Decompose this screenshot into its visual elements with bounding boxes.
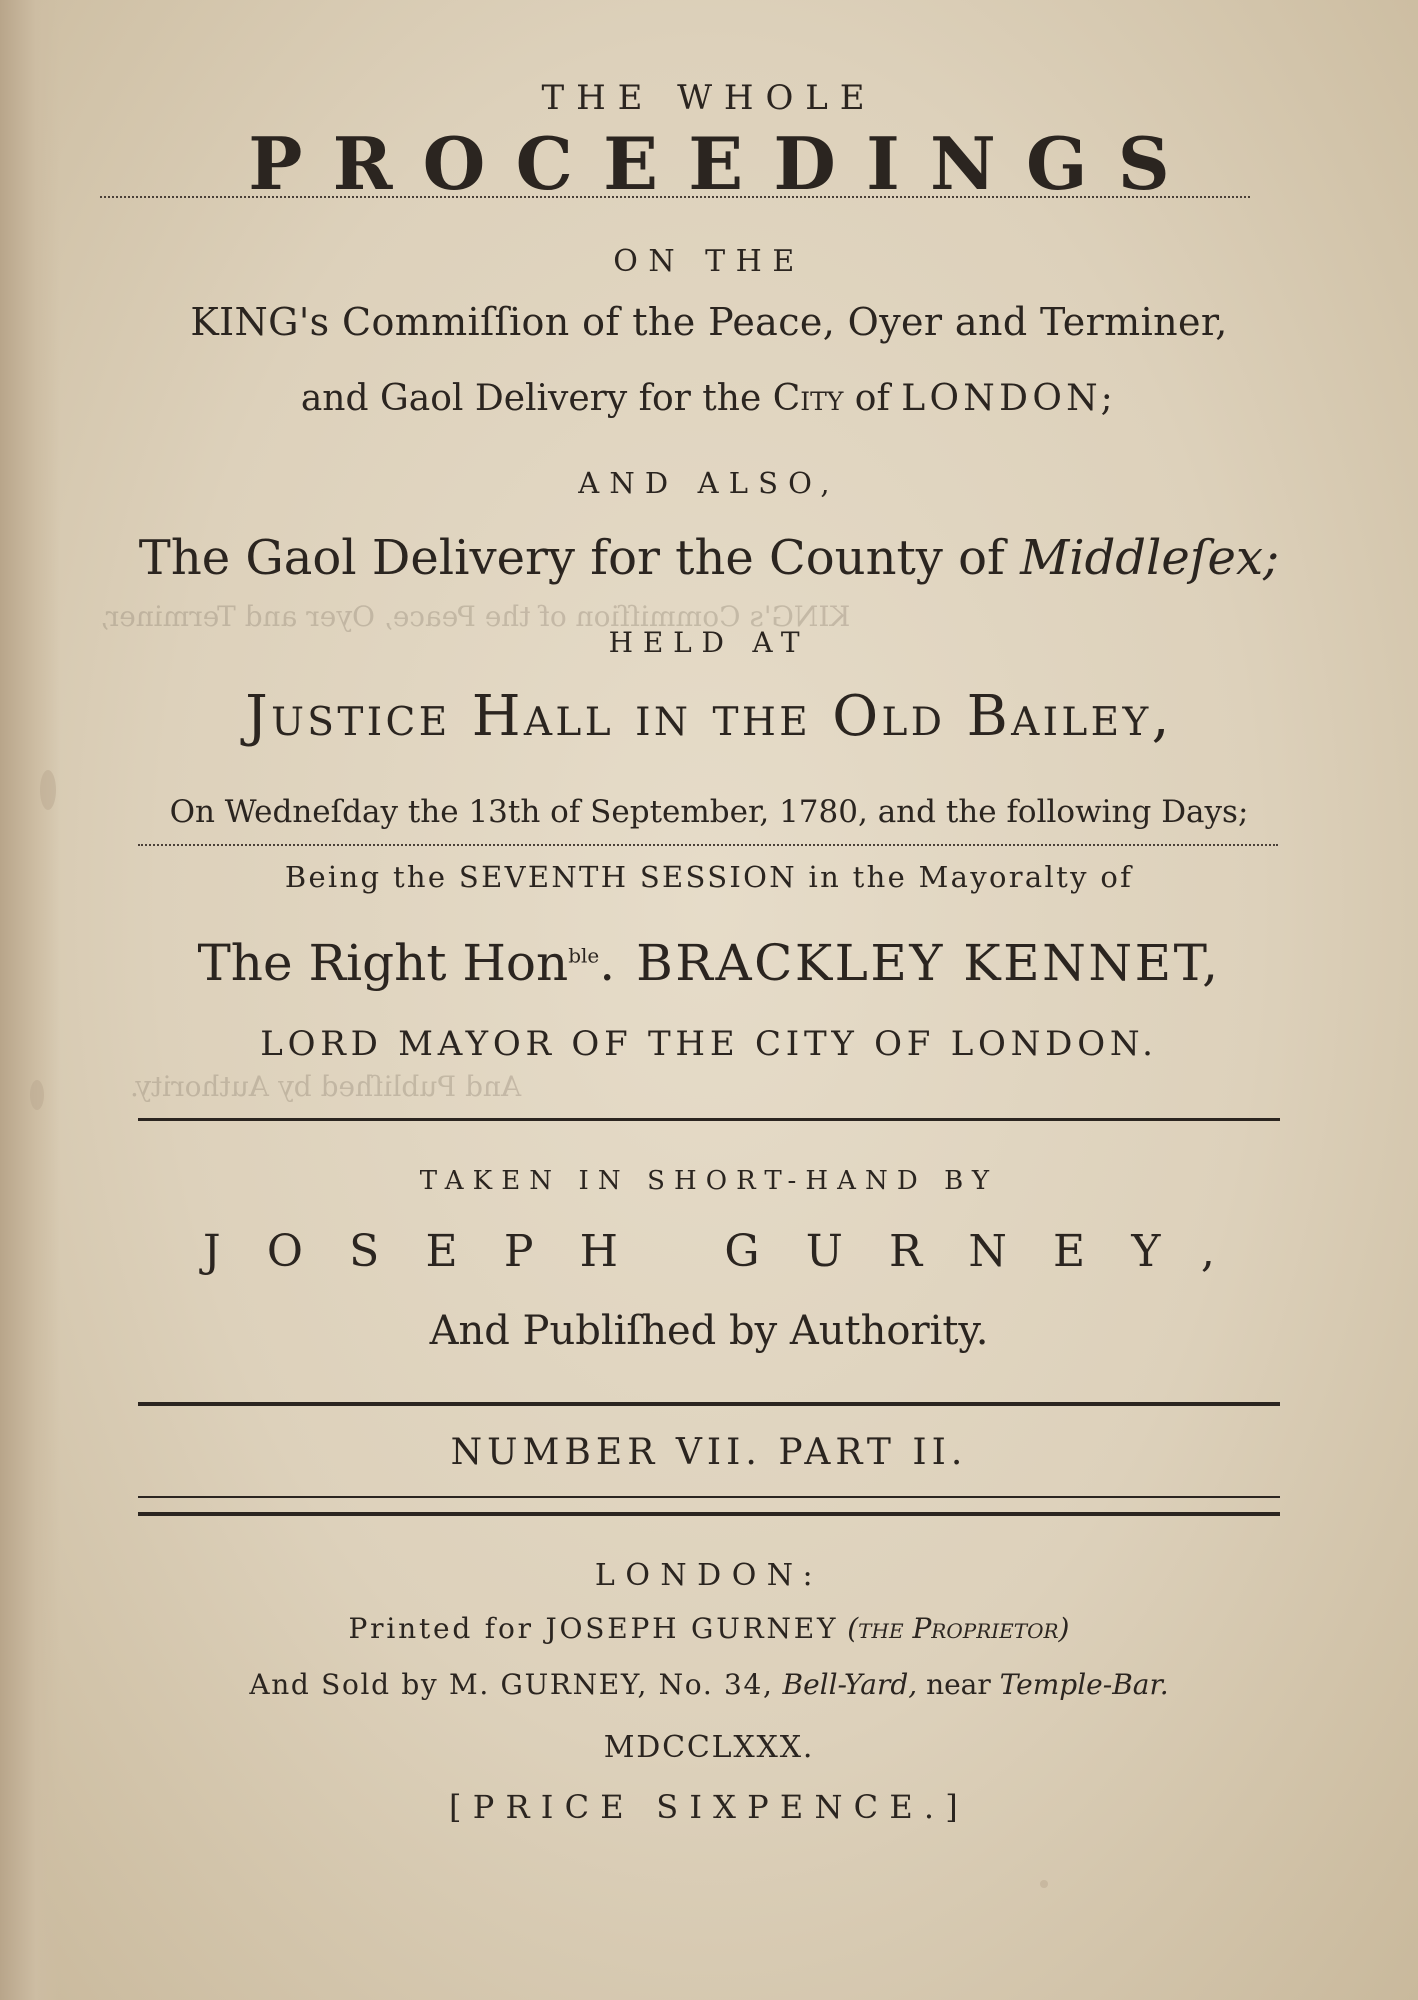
- date-underline: [138, 844, 1278, 846]
- mayor-superscript: ble: [568, 943, 600, 968]
- sold-by-bell-yard: Bell-Yard,: [782, 1668, 918, 1701]
- imprint-year: MDCCLXXX.: [603, 1730, 815, 1765]
- justice-hall: Justice Hall in the Old Bailey,: [245, 684, 1173, 749]
- kings-commission: KING's Commiſſion of the Peace, Oyer and Terminer,: [190, 300, 1228, 344]
- county-name: Middleſex;: [1020, 530, 1280, 586]
- rule-1: [138, 1118, 1280, 1121]
- gaol-london-prefix: and Gaol Delivery for the: [300, 378, 762, 419]
- lord-mayor: LORD MAYOR OF THE CITY OF LONDON.: [260, 1024, 1158, 1064]
- price: [PRICE SIXPENCE.]: [449, 1788, 969, 1826]
- on-the: ON THE: [613, 244, 805, 279]
- held-at: HELD AT: [608, 626, 810, 659]
- gaol-london-name: LONDON;: [901, 378, 1118, 419]
- title-the-whole: THE WHOLE: [541, 78, 877, 118]
- bleed-through-text: And Publiſhed by Authority.: [130, 1070, 522, 1103]
- session-date: On Wedneſday the 13th of September, 1780, and the following Days;: [169, 794, 1249, 830]
- paper-stain: [30, 1080, 44, 1110]
- printed-for-name: Printed for JOSEPH GURNEY: [348, 1612, 839, 1645]
- imprint-london: LONDON:: [594, 1558, 824, 1593]
- county-prefix: The Gaol Delivery for the County of: [138, 530, 1005, 586]
- sold-by-name: And Sold by M. GURNEY, No. 34,: [249, 1668, 774, 1701]
- printed-for-proprietor: (the Proprietor): [847, 1612, 1070, 1645]
- paper-stain: [1040, 1880, 1048, 1888]
- taken-in-shorthand: TAKEN IN SHORT-HAND BY: [419, 1166, 999, 1196]
- gaol-delivery-middlesex: [0, 530, 1418, 586]
- rule-3a: [138, 1496, 1280, 1498]
- sold-by: [0, 1668, 1418, 1701]
- printed-for: [0, 1612, 1418, 1645]
- and-also: AND ALSO,: [578, 466, 840, 500]
- bleed-through-text: KING's Commiſſion of the Peace, Oyer and Terminer,: [100, 600, 851, 633]
- sold-by-temple-bar: Temple-Bar.: [999, 1668, 1169, 1701]
- number-part: NUMBER VII. PART II.: [450, 1432, 968, 1473]
- mayor-name: [0, 934, 1418, 992]
- title-proceedings: PROCEEDINGS: [248, 121, 1201, 206]
- gaol-london-of: of: [854, 378, 890, 419]
- gaol-delivery-london: [0, 378, 1418, 419]
- rule-2: [138, 1402, 1280, 1406]
- joseph-gurney: JOSEPH GURNEY,: [203, 1226, 1262, 1277]
- proceedings-underline: [100, 196, 1250, 198]
- mayor-surname: . BRACKLEY KENNET,: [599, 934, 1221, 992]
- mayor-prefix: The Right Hon: [197, 934, 569, 992]
- published-by-authority: And Publiſhed by Authority.: [429, 1308, 989, 1354]
- rule-3b: [138, 1512, 1280, 1516]
- seventh-session: Being the SEVENTH SESSION in the Mayoralty of: [284, 860, 1134, 894]
- gaol-london-city: City: [772, 378, 844, 419]
- sold-by-near: near: [926, 1668, 991, 1701]
